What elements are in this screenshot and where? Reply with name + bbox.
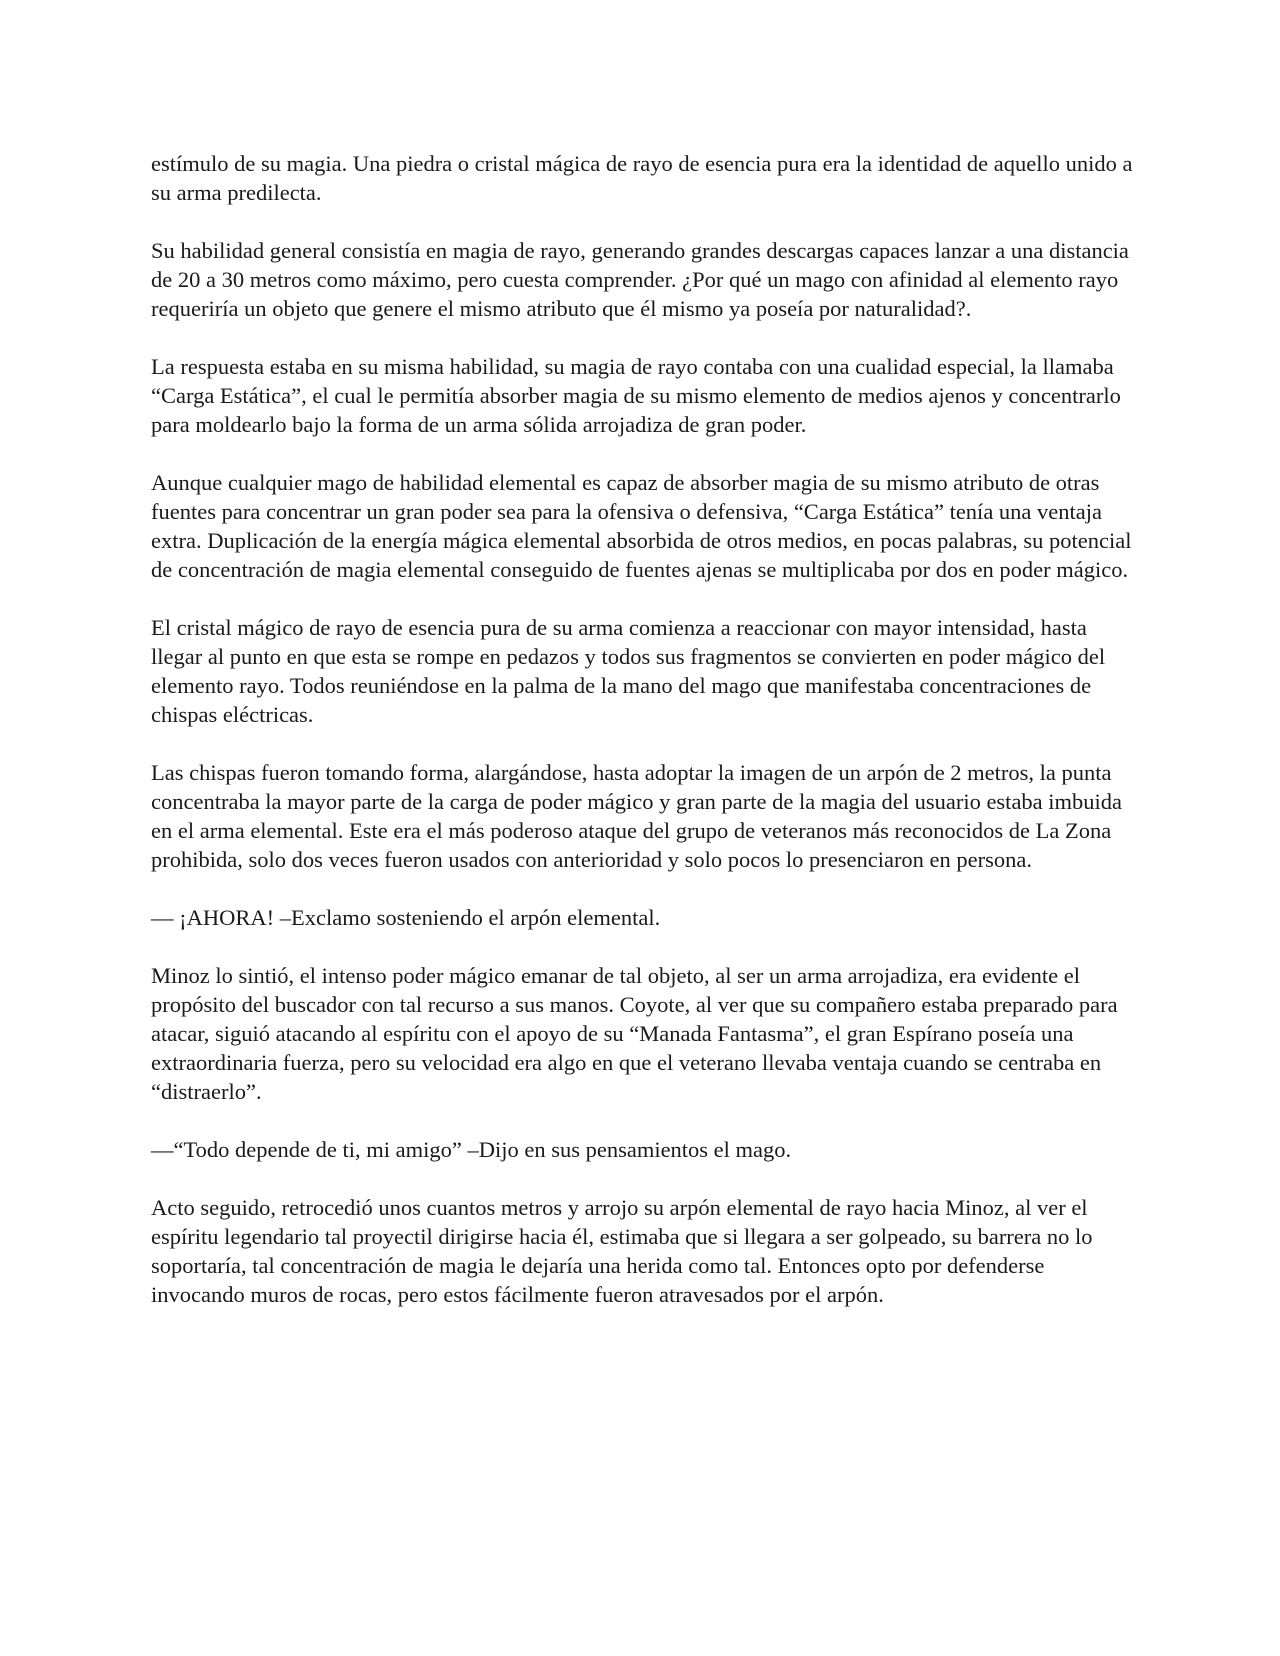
document-body (151, 149, 1141, 1338)
paragraph-6: Las chispas fueron tomando forma, alargándose, hasta adoptar la imagen de un arpón de 2 metros, la punta concentraba la mayor parte de la carga de poder mágico y gran parte de la magia del usuario estaba imbuida en el arma elemental. Este era el más poderoso ataque del grupo de veteranos más reconocidos de La Zona prohibida, solo dos veces fueron usados con anterioridad y solo pocos lo presenciaron en persona. (151, 760, 1123, 872)
paragraph-8: Acto seguido, retrocedió unos cuantos metros y arrojo su arpón elemental de rayo hacia Minoz, al ver el espíritu legendario tal proyectil dirigirse hacia él, estimaba que si llegara a ser golpeado, su barrera no lo soportaría, tal concentración de magia le dejaría una herida como tal. Entonces opto por defenderse invocando muros de rocas, pero estos fácilmente fueron atravesados por el arpón. (151, 1195, 1093, 1307)
dialogue-line-2: —“Todo depende de ti, mi amigo” –Dijo en sus pensamientos el mago. (151, 1137, 792, 1162)
paragraph-5: El cristal mágico de rayo de esencia pura de su arma comienza a reaccionar con mayor intensidad, hasta llegar al punto en que esta se rompe en pedazos y todos sus fragmentos se convierten en poder mágico del elemento rayo. Todos reuniéndose en la palma de la mano del mago que manifestaba concentraciones de chispas eléctricas. (151, 615, 1106, 727)
dialogue-line-1: — ¡AHORA! –Exclamo sosteniendo el arpón elemental. (151, 905, 661, 930)
paragraph-7: Minoz lo sintió, el intenso poder mágico emanar de tal objeto, al ser un arma arrojadiza, era evidente el propósito del buscador con tal recurso a sus manos. Coyote, al ver que su compañero estaba preparado para atacar, siguió atacando al espíritu con el apoyo de su “Manada Fantasma”, el gran Espírano poseía una extraordinaria fuerza, pero su velocidad era algo en que el veterano llevaba ventaja cuando se centraba en “distraerlo”. (151, 963, 1118, 1104)
paragraph-3: La respuesta estaba en su misma habilidad, su magia de rayo contaba con una cualidad especial, la llamaba “Carga Estática”, el cual le permitía absorber magia de su mismo elemento de medios ajenos y concentrarlo para moldearlo bajo la forma de un arma sólida arrojadiza de gran poder. (151, 354, 1121, 437)
paragraph-1: estímulo de su magia. Una piedra o cristal mágica de rayo de esencia pura era la identidad de aquello unido a su arma predilecta. (151, 151, 1133, 205)
paragraph-4: Aunque cualquier mago de habilidad elemental es capaz de absorber magia de su mismo atributo de otras fuentes para concentrar un gran poder sea para la ofensiva o defensiva, “Carga Estática” tenía una ventaja extra. Duplicación de la energía mágica elemental absorbida de otros medios, en pocas palabras, su potencial de concentración de magia elemental conseguido de fuentes ajenas se multiplicaba por dos en poder mágico. (151, 470, 1132, 582)
paragraph-2: Su habilidad general consistía en magia de rayo, generando grandes descargas capaces lanzar a una distancia de 20 a 30 metros como máximo, pero cuesta comprender. ¿Por qué un mago con afinidad al elemento rayo requeriría un objeto que genere el mismo atributo que él mismo ya poseía por naturalidad?. (151, 238, 1129, 321)
